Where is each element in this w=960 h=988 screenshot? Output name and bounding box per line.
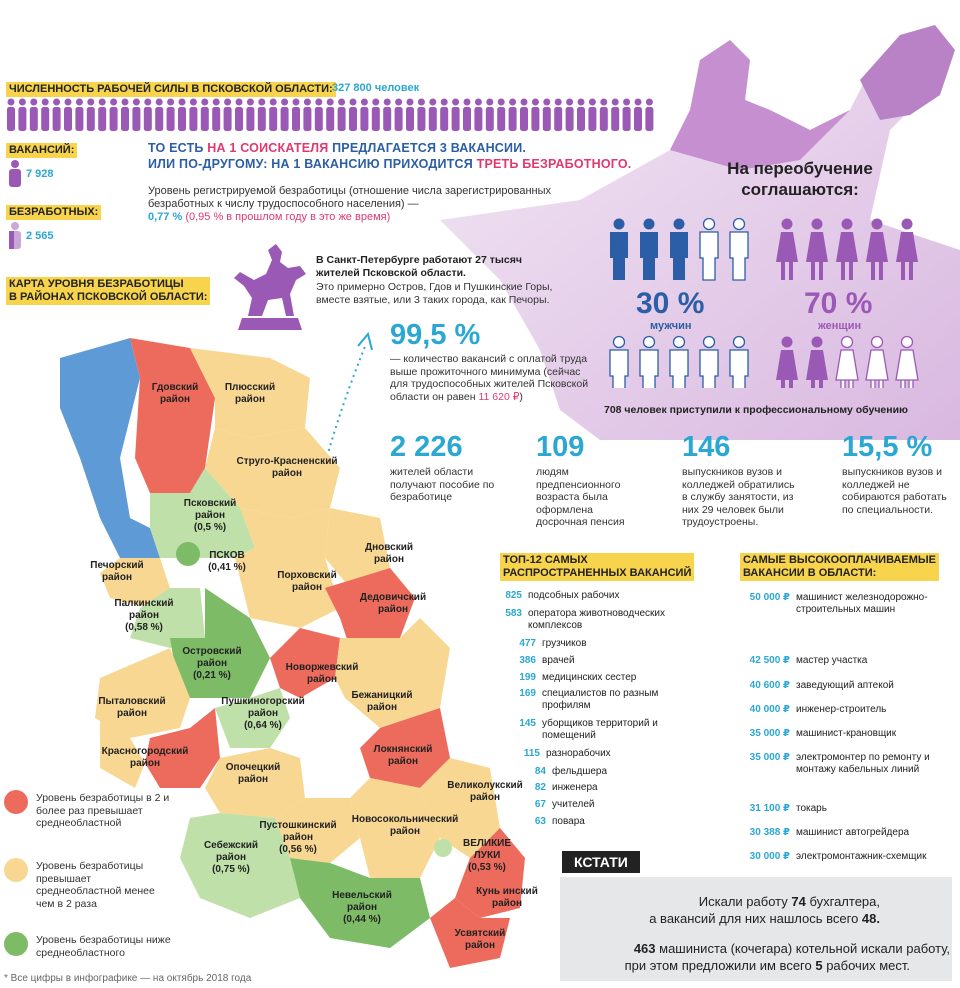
map-label-pustoshka: Пустошкинский район (0,56 %): [259, 820, 337, 855]
top12-count: 825: [505, 590, 522, 601]
workforce-person-icon: [303, 99, 311, 132]
map-label-kunya: Кунь инский район: [476, 886, 538, 909]
workforce-person-icon: [600, 99, 608, 132]
vacancy-person-icon: [8, 160, 22, 188]
paid-job: инженер-строитель: [796, 704, 887, 715]
map-label-strugi: Струго-Красненский район: [236, 456, 338, 479]
stat-4-text: выпускников вузов и колледжей не собираются работать по специальности.: [842, 466, 947, 516]
spb-text: В Санкт-Петербурге работают 27 тысяч жителей Псковской области. Это примерно Остров, Гдов и Пушкинские Горы, вместе взятые, или 3 таких города, как Печоры.: [316, 254, 553, 306]
stat-1-value: 2 226: [390, 431, 463, 463]
map-label-opochka: Опочецкий район: [225, 762, 281, 785]
map-label-plyussa: Плюсский район: [224, 382, 276, 405]
workforce-value: 327 800 человек: [332, 82, 420, 94]
legend-swatch-red: [4, 790, 28, 814]
workforce-person-icon: [417, 99, 425, 132]
workforce-person-icon: [201, 99, 209, 132]
workforce-person-icon: [75, 99, 83, 132]
map-label-dedovichi: Дедовичский район: [359, 592, 427, 615]
workforce-people-row: [6, 98, 662, 134]
map-label-velikie-luki-city: ВЕЛИКИЕ ЛУКИ (0,53 %): [462, 838, 512, 873]
headline-line-1: ТО ЕСТЬ НА 1 СОИСКАТЕЛЯ ПРЕДЛАГАЕТСЯ 3 ВАКАНСИИ.: [148, 141, 527, 155]
man-icon: [730, 219, 748, 281]
top12-job: медицинских сестер: [542, 672, 637, 683]
retrain-note: 708 человек приступили к профессиональному обучению: [604, 404, 909, 416]
unemployed-value: 2 565: [26, 230, 54, 242]
workforce-person-icon: [531, 99, 539, 132]
retrain-women-pct: 70 %: [804, 287, 873, 320]
workforce-person-icon: [372, 99, 380, 132]
map-label-ostrov: Островский район (0,21 %): [182, 646, 242, 681]
woman-icon: [806, 337, 828, 389]
horseman-statue-icon: [228, 238, 312, 330]
paid-item: [738, 728, 958, 740]
kstati-text-2: 463 машиниста (кочегара) котельной искали работу, при этом предложили им всего 5 рабочих мест.: [624, 941, 950, 973]
man-icon: [700, 337, 718, 389]
map-label-pushkinogorsky: Пушкиногорский район (0,64 %): [221, 696, 305, 731]
workforce-person-icon: [326, 99, 334, 132]
workforce-person-icon: [588, 99, 596, 132]
paid-salary: 40 600 ₽: [749, 680, 790, 691]
workforce-person-icon: [144, 99, 152, 132]
workforce-person-icon: [440, 99, 448, 132]
stat-4-value: 15,5 %: [842, 431, 933, 463]
man-icon: [670, 219, 688, 281]
unemployed-label: БЕЗРАБОТНЫХ:: [6, 205, 101, 220]
woman-icon: [866, 337, 888, 389]
top12-job: инженера: [552, 782, 598, 793]
top12-job: грузчиков: [542, 638, 587, 649]
vacancies-value: 7 928: [26, 168, 54, 180]
top12-count: 386: [519, 655, 536, 666]
man-icon: [700, 219, 718, 281]
workforce-person-icon: [429, 99, 437, 132]
kstati-label: КСТАТИ: [562, 851, 640, 873]
top12-count: 145: [519, 718, 536, 729]
legend-swatch-green: [4, 932, 28, 956]
workforce-person-icon: [18, 99, 26, 132]
top12-count: 115: [523, 748, 540, 759]
top12-item: [500, 766, 710, 778]
woman-icon: [836, 337, 858, 389]
paid-item: [738, 680, 958, 692]
top12-count: 67: [534, 799, 546, 810]
workforce-person-icon: [155, 99, 163, 132]
paid-title: САМЫЕ ВЫСОКООПЛАЧИВАЕМЫЕ ВАКАНСИИ В ОБЛАСТИ:: [740, 553, 939, 581]
map-label-pytalovo: Пыталовский район: [98, 696, 166, 719]
workforce-person-icon: [110, 99, 118, 132]
workforce-person-icon: [543, 99, 551, 132]
retrain-women-label: женщин: [818, 320, 862, 332]
man-icon: [610, 219, 628, 281]
top12-item: [500, 608, 710, 632]
top12-count: 199: [519, 672, 536, 683]
retrain-title: На переобучение соглашаются:: [727, 159, 873, 199]
man-icon: [610, 337, 628, 389]
top12-count: 169: [519, 688, 536, 699]
top12-item: [500, 718, 710, 742]
paid-salary: 42 500 ₽: [749, 655, 790, 666]
workforce-person-icon: [178, 99, 186, 132]
stat-3-value: 146: [682, 431, 731, 463]
map-label-usvyaty: Усвятский район: [454, 928, 506, 951]
workforce-person-icon: [246, 99, 254, 132]
paid-job: токарь: [796, 803, 827, 814]
workforce-person-icon: [121, 99, 129, 132]
workforce-person-icon: [645, 99, 653, 132]
footnote: * Все цифры в инфографике — на октябрь 2018 года: [4, 973, 252, 984]
paid-job: машинист-крановщик: [796, 728, 897, 739]
top12-item: [500, 816, 710, 828]
top12-job: врачей: [542, 655, 575, 666]
retrain-men-label: мужчин: [650, 320, 692, 332]
top12-job: разнорабочих: [546, 748, 611, 759]
paid-salary: 40 000 ₽: [749, 704, 790, 715]
top12-item: [500, 748, 710, 760]
woman-icon: [776, 337, 798, 389]
workforce-person-icon: [520, 99, 528, 132]
woman-icon: [896, 337, 918, 389]
workforce-person-icon: [577, 99, 585, 132]
workforce-person-icon: [7, 99, 15, 132]
legend-swatch-yellow: [4, 858, 28, 882]
map-label-pechory: Печорский район: [90, 560, 144, 583]
top12-item: [500, 590, 710, 602]
woman-icon: [896, 219, 918, 281]
workforce-person-icon: [132, 99, 140, 132]
map-label-porkhov: Порховский район: [277, 570, 337, 593]
top12-item: [500, 672, 710, 684]
map-label-bezhanitsy: Бежаницкий район: [351, 690, 413, 713]
paid-item: [738, 752, 958, 776]
map-label-loknya: Локнянский район: [373, 744, 433, 767]
map-label-nevel: Невельский район (0,44 %): [332, 890, 392, 925]
man-icon: [730, 337, 748, 389]
top12-count: 82: [534, 782, 546, 793]
workforce-person-icon: [395, 99, 403, 132]
paid-job: заведующий аптекой: [796, 680, 894, 691]
paid-item: [738, 704, 958, 716]
map-label-velikie-luki-district: Великолукский район: [447, 780, 523, 803]
paid-item: [738, 655, 958, 667]
top12-job: фельдшера: [552, 766, 608, 777]
paid-job: машинист автогрейдера: [796, 827, 910, 838]
top12-item: [500, 688, 710, 712]
workforce-person-icon: [87, 99, 95, 132]
workforce-person-icon: [224, 99, 232, 132]
top12-item: [500, 638, 710, 650]
paid-salary: 50 000 ₽: [749, 592, 790, 603]
workforce-person-icon: [452, 99, 460, 132]
workforce-person-icon: [634, 99, 642, 132]
map-label-dno: Дновский район: [364, 542, 414, 565]
workforce-person-icon: [212, 99, 220, 132]
vacancies-label: ВАКАНСИЙ:: [6, 143, 77, 158]
paid-salary: 30 388 ₽: [749, 827, 790, 838]
paid-item: [738, 592, 958, 616]
workforce-person-icon: [338, 99, 346, 132]
top12-item: [500, 782, 710, 794]
workforce-person-icon: [30, 99, 38, 132]
workforce-person-icon: [98, 99, 106, 132]
top12-count: 583: [505, 608, 522, 619]
stat-3-text: выпускников вузов и колледжей обратились в службу занятости, из них 29 человек были трудоустроены.: [682, 466, 795, 528]
workforce-person-icon: [509, 99, 517, 132]
paid-salary: 30 000 ₽: [749, 851, 790, 862]
woman-icon: [776, 219, 798, 281]
workforce-person-icon: [554, 99, 562, 132]
map-label-gdov: Гдовский район: [151, 382, 199, 405]
top12-item: [500, 655, 710, 667]
top12-job: специалистов по разным профилям: [542, 688, 659, 711]
workforce-person-icon: [349, 99, 357, 132]
map-label-krasnogorodsk: Красногородский район: [101, 746, 189, 769]
stat-2-text: людям предпенсионного возраста была оформлена досрочная пенсия: [536, 466, 625, 528]
paid-job: электромонтажник-схемщик: [796, 851, 927, 862]
workforce-person-icon: [235, 99, 243, 132]
paid-salary: 31 100 ₽: [749, 803, 790, 814]
workforce-person-icon: [315, 99, 323, 132]
unemployment-rate-text: Уровень регистрируемой безработицы (отношение числа зарегистрированных безработных к числу трудоспособного населения) — 0,77 % (0,95 % в прошлом году в это же время): [148, 185, 551, 223]
workforce-person-icon: [463, 99, 471, 132]
stat-995-text: — количество вакансий с оплатой труда выше прожиточного минимума (сейчас для трудоспособных жителей Псковской области он равен 11 620 ₽): [390, 353, 589, 403]
top12-job: подсобных рабочих: [528, 590, 620, 601]
top12-count: 63: [534, 816, 546, 827]
paid-item: [738, 851, 958, 863]
man-icon: [640, 219, 658, 281]
map-title: КАРТА УРОВНЯ БЕЗРАБОТИЦЫ В РАЙОНАХ ПСКОВСКОЙ ОБЛАСТИ:: [6, 277, 210, 305]
headline-line-2: ИЛИ ПО-ДРУГОМУ: НА 1 ВАКАНСИЮ ПРИХОДИТСЯ ТРЕТЬ БЕЗРАБОТНОГО.: [148, 157, 632, 171]
stat-2-value: 109: [536, 431, 585, 463]
workforce-person-icon: [189, 99, 197, 132]
top12-job: учителей: [552, 799, 595, 810]
top12-count: 84: [534, 766, 546, 777]
region-velikie-luki-city: [434, 839, 452, 857]
workforce-person-icon: [167, 99, 175, 132]
map-label-palkino: Палкинский район (0,58 %): [114, 598, 174, 633]
workforce-person-icon: [258, 99, 266, 132]
man-icon: [640, 337, 658, 389]
workforce-person-icon: [611, 99, 619, 132]
top12-item: [500, 799, 710, 811]
stat-995-value: 99,5 %: [390, 319, 481, 351]
retrain-men-pct: 30 %: [636, 287, 705, 320]
workforce-person-icon: [64, 99, 72, 132]
top12-title: ТОП-12 САМЫХ РАСПРОСТРАНЕННЫХ ВАКАНСИЙ: [500, 553, 694, 581]
stat-1-text: жителей области получают пособие по безработице: [390, 466, 495, 503]
paid-item: [738, 827, 958, 839]
woman-icon: [806, 219, 828, 281]
map-label-pskov-district: Псковский район (0,5 %): [183, 498, 237, 533]
workforce-person-icon: [566, 99, 574, 132]
map-label-pskov-city: ПСКОВ (0,41 %): [208, 550, 246, 573]
workforce-person-icon: [53, 99, 61, 132]
map-label-novorzhev: Новоржевский район: [285, 662, 359, 685]
workforce-person-icon: [623, 99, 631, 132]
workforce-label: ЧИСЛЕННОСТЬ РАБОЧЕЙ СИЛЫ В ПСКОВСКОЙ ОБЛАСТИ:: [6, 82, 336, 97]
workforce-person-icon: [269, 99, 277, 132]
workforce-person-icon: [281, 99, 289, 132]
woman-icon: [836, 219, 858, 281]
workforce-person-icon: [360, 99, 368, 132]
map-label-novosokolniki: Новосокольнический район: [351, 814, 459, 837]
paid-salary: 35 000 ₽: [749, 752, 790, 763]
workforce-person-icon: [292, 99, 300, 132]
top12-count: 477: [519, 638, 536, 649]
paid-item: [738, 803, 958, 815]
workforce-person-icon: [41, 99, 49, 132]
paid-job: машинист железнодорожно-строительных машин: [796, 592, 928, 615]
paid-salary: 35 000 ₽: [749, 728, 790, 739]
man-icon: [670, 337, 688, 389]
map-label-sebezh: Себежский район (0,75 %): [203, 840, 259, 875]
top12-job: оператора животноводческих комплексов: [528, 608, 665, 631]
workforce-person-icon: [406, 99, 414, 132]
workforce-person-icon: [486, 99, 494, 132]
workforce-person-icon: [383, 99, 391, 132]
workforce-person-icon: [474, 99, 482, 132]
unemployed-person-icon: [8, 222, 22, 250]
paid-job: электромонтер по ремонту и монтажу кабельных линий: [796, 752, 930, 775]
top12-job: повара: [552, 816, 585, 827]
woman-icon: [866, 219, 888, 281]
top12-job: уборщиков территорий и помещений: [542, 718, 658, 741]
kstati-text-1: Искали работу 74 бухгалтера, а вакансий для них нашлось всего 48.: [649, 894, 880, 926]
paid-job: мастер участка: [796, 655, 868, 666]
workforce-person-icon: [497, 99, 505, 132]
